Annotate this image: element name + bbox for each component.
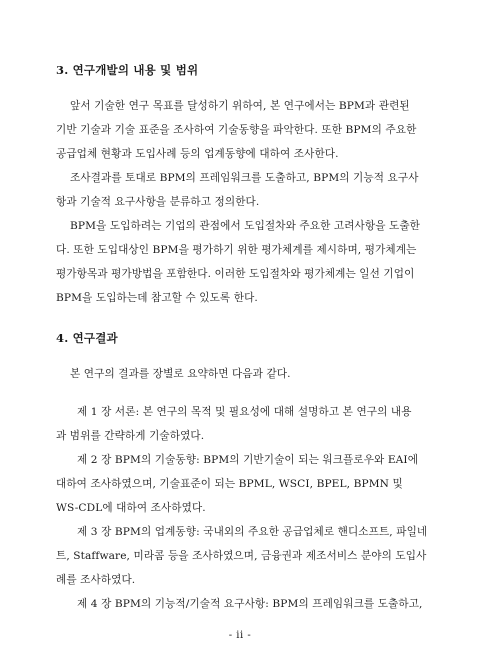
paragraph-line: 앞서 기술한 연구 목표를 달성하기 위하여, 본 연구에서는 BPM과 관련된 bbox=[70, 100, 410, 112]
paragraph-line: 례를 조사하였다. bbox=[56, 574, 136, 586]
section-3-heading: 3. 연구개발의 내용 및 범위 bbox=[56, 63, 199, 77]
paragraph-line: 트, Staffware, 미라콤 등을 조사하였으며, 금융권과 제조서비스 분야의 도입사 bbox=[56, 550, 427, 562]
paragraph-line: 제 3 장 BPM의 업계동향: 국내외의 주요한 공급업체로 핸디소프트, 파일네 bbox=[77, 526, 428, 538]
paragraph-line: 조사결과를 토대로 BPM의 프레임워크를 도출하고, BPM의 기능적 요구사 bbox=[70, 172, 419, 184]
paragraph-line: 공급업체 현황과 도입사례 등의 업계동향에 대하여 조사한다. bbox=[56, 148, 339, 160]
page-number: - ii - bbox=[228, 630, 252, 641]
paragraph-line: 기반 기술과 기술 표준을 조사하여 기술동향을 파악한다. 또한 BPM의 주요한 bbox=[56, 124, 417, 136]
paragraph-line: 제 1 장 서론: 본 연구의 목적 및 필요성에 대해 설명하고 본 연구의 내용 bbox=[77, 406, 412, 418]
paragraph-line: 항과 기술적 요구사항을 분류하고 정의한다. bbox=[56, 196, 260, 208]
section-4-heading: 4. 연구결과 bbox=[56, 331, 118, 345]
paragraph-line: BPM을 도입하려는 기업의 관점에서 도입절차와 주요한 고려사항을 도출한 bbox=[70, 220, 421, 232]
paragraph-line: 다. 또한 도입대상인 BPM을 평가하기 위한 평가체계를 제시하며, 평가체계는 bbox=[56, 244, 417, 256]
paragraph-line: 제 4 장 BPM의 기능적/기술적 요구사항: BPM의 프레임워크를 도출하고, bbox=[77, 598, 423, 610]
paragraph-line: BPM을 도입하는데 참고할 수 있도록 한다. bbox=[56, 292, 258, 304]
paragraph-line: 대하여 조사하였으며, 기술표준이 되는 BPML, WSCI, BPEL, BPMN 및 bbox=[56, 478, 403, 490]
paragraph-line: 과 범위를 간략하게 기술하였다. bbox=[56, 430, 205, 442]
paragraph-line: 본 연구의 결과를 장별로 요약하면 다음과 같다. bbox=[70, 368, 291, 380]
paragraph-line: WS-CDL에 대하여 조사하였다. bbox=[56, 502, 206, 514]
paragraph-line: 제 2 장 BPM의 기술동향: BPM의 기반기술이 되는 워크플로우와 EAI에 bbox=[77, 454, 419, 466]
paragraph-line: 평가항목과 평가방법을 포함한다. 이러한 도입절차와 평가체계는 일선 기업이 bbox=[56, 268, 415, 280]
